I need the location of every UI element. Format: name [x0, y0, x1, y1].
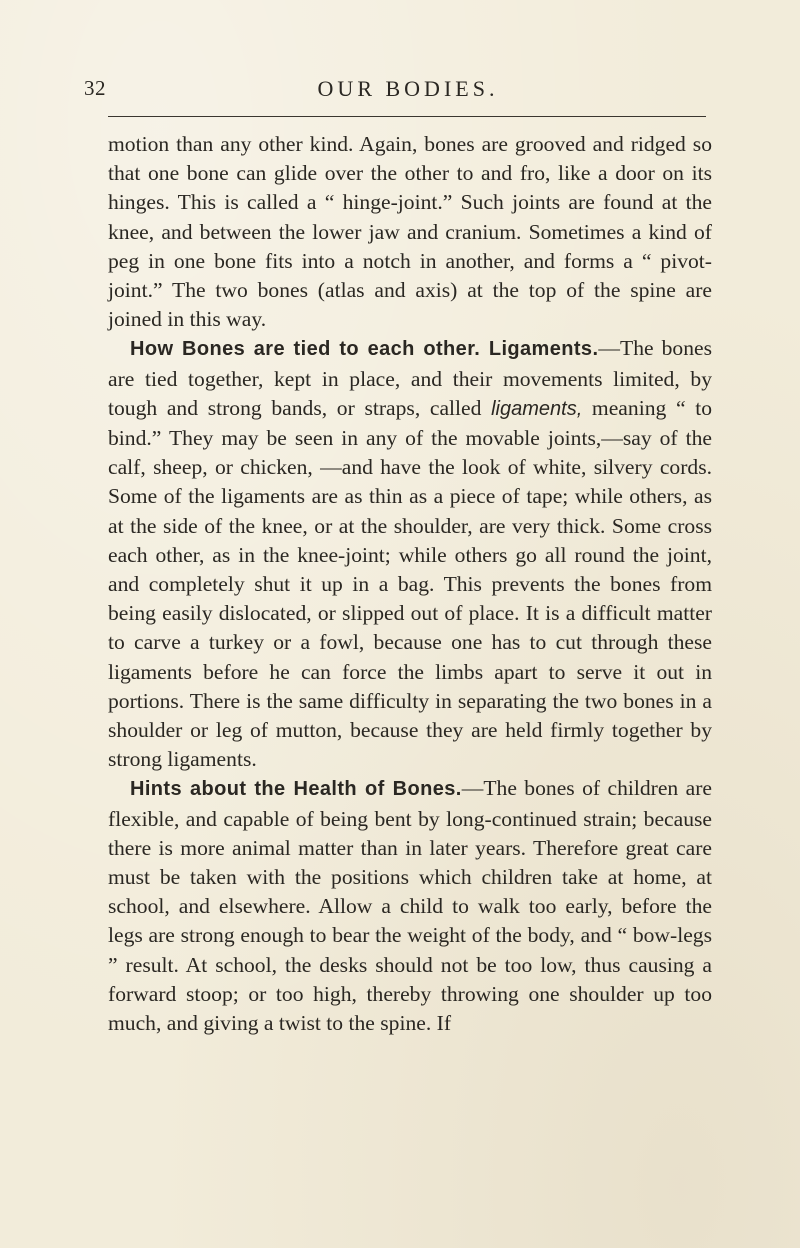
- paragraph-joints: motion than any other kind. Again, bones are grooved and ridged so that one bone can glide over the other to and fro, like a door on its hinges. This is called a “ hinge-joint.” Such joints are found at the knee, and between the lower jaw and cranium. Sometimes a kind of peg in one bone fits into a notch in another, and forms a “ pivot-joint.” The two bones (atlas and axis) at the top of the spine are joined in this way.: [108, 132, 712, 332]
- heading-dash: —: [461, 776, 484, 801]
- paragraph-text: The bones of children are flexible, and capable of being bent by long-continued strain; because there is more animal matter than in later years. Therefore great care must be taken with the positions which children take at home, at school, and elsewhere. Allow a child to walk too early, before the legs are strong enough to bear the weight of the body, and “ bow-legs ” result. At school, the desks should not be too low, thus causing a forward stoop; or too high, thereby throwing one shoulder up too much, and giving a twist to the spine. If: [108, 776, 712, 1036]
- body-text: [108, 130, 712, 1038]
- term-ligaments: ligaments,: [491, 397, 583, 420]
- paragraph-bone-health: [108, 774, 712, 1038]
- paragraph-text: meaning “ to bind.” They may be seen in any of the movable joints,—say of the calf, sheep, or chicken, —and have the look of white, silvery cords. Some of the ligaments are as thin as a piece of tape; while others, as at the side of the knee, or at the shoulder, are very thick. Some cross each other, as in the knee-joint; while others go all round the joint, and completely shut it up in a bag. This prevents the bones from being easily dislocated, or slipped out of place. It is a difficult matter to carve a turkey or a fowl, because one has to cut through these ligaments before he can force the limbs apart to serve it out in portions. There is the same difficulty in separating the two bones in a shoulder or leg of mutton, because they are held firmly together by strong ligaments.: [108, 395, 712, 772]
- heading-dash: —: [598, 336, 620, 361]
- page-header: [84, 76, 732, 108]
- paragraph-text: The bones are tied together, kept in place, and their movements limited, by tough and strong bands, or straps, called: [108, 336, 712, 420]
- running-title: OUR BODIES.: [317, 76, 499, 101]
- section-heading-bone-health: Hints about the Health of Bones.: [130, 778, 462, 801]
- page-number: 32: [84, 76, 106, 100]
- section-heading-ligaments: How Bones are tied to each other. Ligaments.: [130, 338, 599, 361]
- header-rule: [108, 116, 706, 117]
- paragraph-ligaments: [108, 334, 712, 774]
